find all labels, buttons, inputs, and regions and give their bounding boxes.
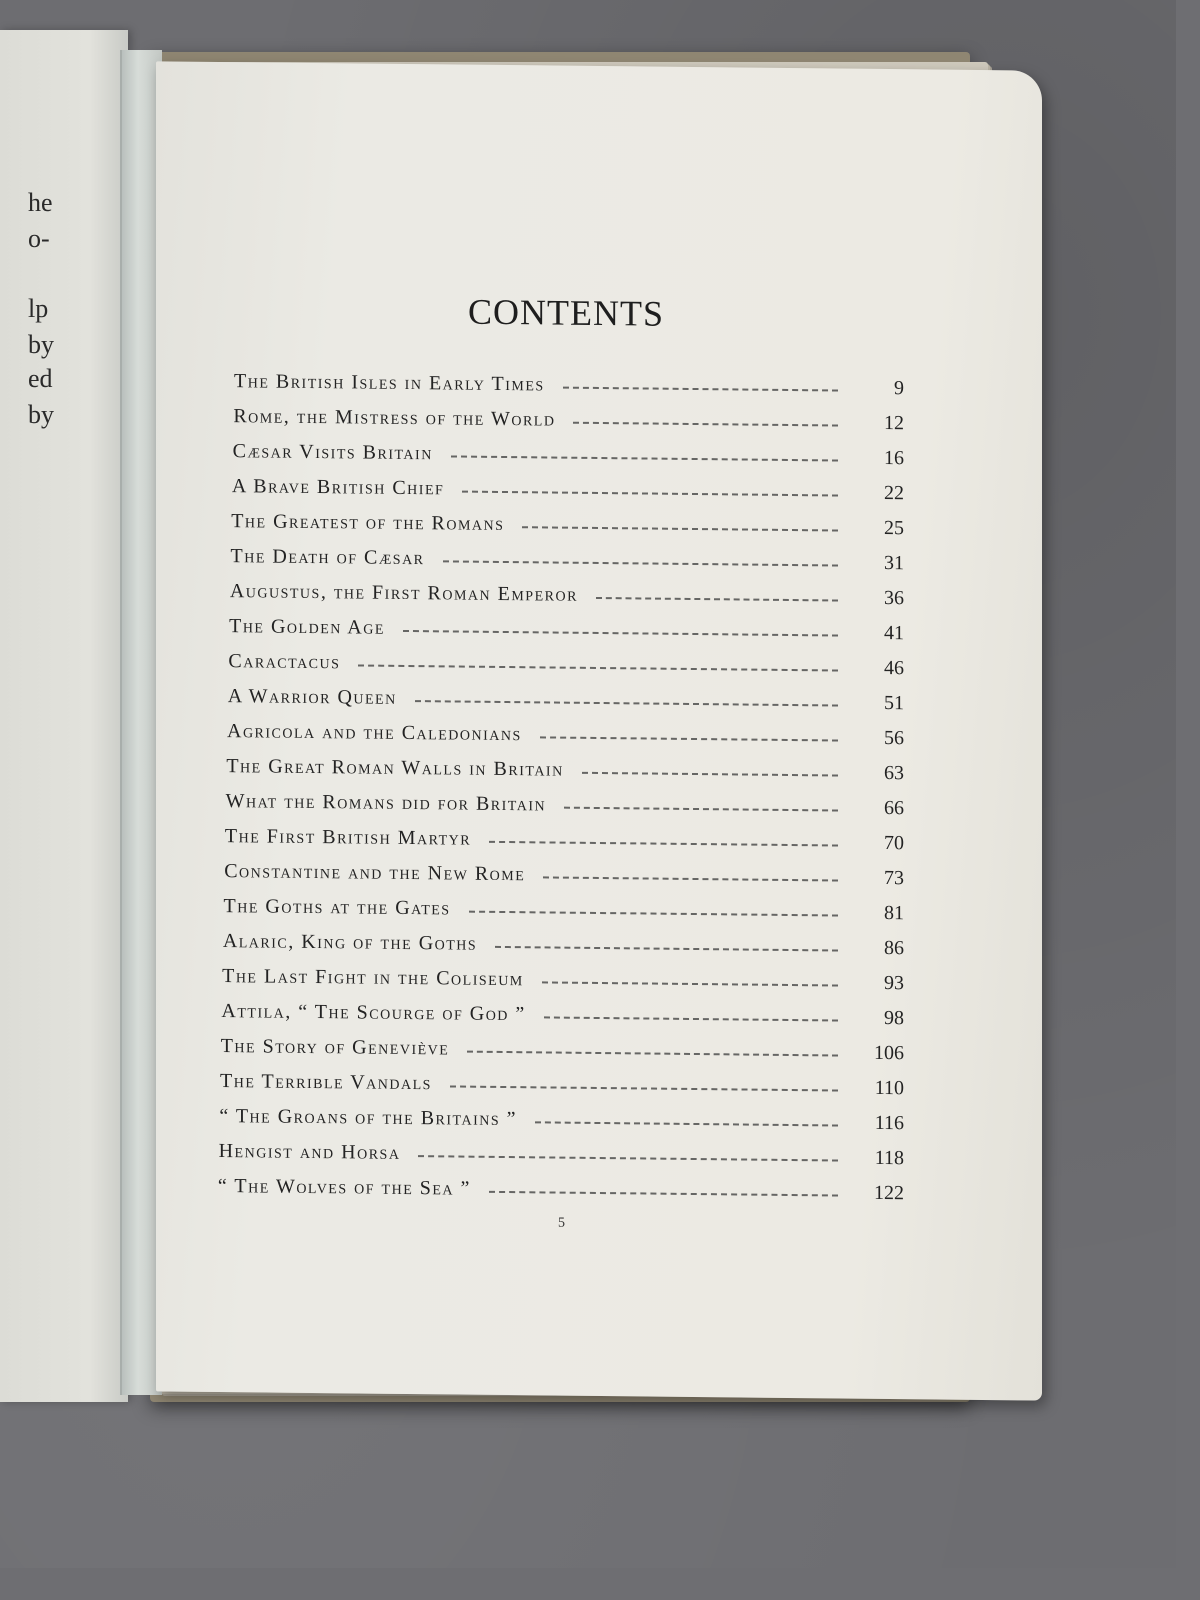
toc-entry-page: 66: [884, 796, 904, 820]
toc-entry-page: 73: [884, 866, 904, 890]
toc-leader-dashes: [469, 911, 838, 917]
toc-entry-title: Cæsar Visits Britain: [232, 440, 433, 465]
contents-page: [156, 61, 1042, 1400]
toc-entry-page: 70: [884, 831, 904, 855]
toc-entry-page: 116: [874, 1111, 904, 1135]
toc-entry-page: 118: [874, 1146, 904, 1170]
toc-entry-title: A Brave British Chief: [231, 475, 445, 500]
toc-entry-page: 12: [884, 411, 904, 435]
toc-leader-dashes: [573, 422, 838, 427]
toc-entry-page: 31: [884, 551, 904, 575]
toc-leader-dashes: [403, 630, 838, 637]
toc-leader-dashes: [522, 526, 838, 531]
toc-entry-title: Constantine and the New Rome: [224, 860, 526, 886]
toc-entry-title: A Warrior Queen: [227, 685, 397, 709]
toc-leader-dashes: [451, 455, 838, 461]
toc-entry-title: The Story of Geneviève: [220, 1035, 450, 1060]
toc-leader-dashes: [543, 876, 838, 881]
page-number: 5: [558, 1215, 565, 1231]
toc-entry-title: Alaric, King of the Goths: [222, 930, 478, 955]
toc-entry-page: 81: [884, 901, 904, 925]
toc-entry-page: 46: [884, 656, 904, 680]
toc-entry-page: 9: [894, 377, 904, 400]
toc-leader-dashes: [462, 491, 838, 497]
toc-entry-page: 110: [874, 1076, 904, 1100]
table-of-contents: [217, 356, 904, 1205]
toc-entry-title: The Last Fight in the Coliseum: [222, 965, 524, 991]
toc-leader-dashes: [563, 387, 838, 392]
left-facing-page: [0, 30, 128, 1402]
left-page-text-fragment: ed: [28, 364, 53, 393]
toc-leader-dashes: [596, 597, 838, 602]
toc-leader-dashes: [542, 981, 838, 986]
toc-entry-title: “ The Groans of the Britains ”: [219, 1105, 518, 1131]
toc-leader-dashes: [495, 946, 838, 952]
toc-leader-dashes: [415, 700, 838, 706]
left-page-text-fragment: o-: [28, 224, 50, 253]
toc-entry-title: Augustus, the First Roman Emperor: [229, 580, 578, 606]
toc-leader-dashes: [489, 841, 838, 847]
toc-entry-title: “ The Wolves of the Sea ”: [217, 1175, 471, 1200]
toc-entry-title: The Golden Age: [229, 615, 385, 639]
toc-entry-title: The Death of Cæsar: [230, 545, 425, 570]
toc-leader-dashes: [489, 1191, 838, 1197]
toc-entry-title: Caractacus: [228, 650, 341, 674]
toc-leader-dashes: [418, 1155, 838, 1161]
toc-leader-dashes: [535, 1121, 838, 1126]
toc-entry-page: 93: [884, 971, 904, 995]
toc-entry-page: 22: [884, 481, 904, 505]
toc-leader-dashes: [358, 664, 838, 671]
page-title: CONTENTS: [468, 291, 664, 334]
toc-leader-dashes: [582, 772, 838, 777]
toc-entry-page: 106: [874, 1041, 904, 1065]
left-page-text-fragment: he: [28, 188, 53, 217]
toc-entry-title: The Terrible Vandals: [220, 1070, 432, 1095]
toc-entry-title: Hengist and Horsa: [218, 1140, 401, 1164]
toc-entry-title: The Greatest of the Romans: [231, 510, 505, 536]
toc-entry-page: 86: [884, 936, 904, 960]
toc-entry-title: The Goths at the Gates: [223, 895, 451, 920]
left-page-text-fragment: by: [28, 330, 54, 359]
toc-entry-page: 36: [884, 586, 904, 610]
toc-entry-page: 41: [884, 621, 904, 645]
toc-entry-title: Attila, “ The Scourge of God ”: [221, 1000, 526, 1026]
toc-entry-title: Rome, the Mistress of the World: [233, 405, 556, 431]
toc-entry-page: 56: [884, 726, 904, 750]
toc-entry: [218, 1161, 904, 1203]
toc-entry-title: Agricola and the Caledonians: [227, 720, 522, 746]
toc-leader-dashes: [564, 807, 838, 812]
toc-entry-page: 122: [874, 1181, 904, 1205]
toc-entry-page: 51: [884, 691, 904, 715]
toc-leader-dashes: [467, 1051, 838, 1057]
toc-entry-page: 63: [884, 761, 904, 785]
toc-entry-title: The Great Roman Walls in Britain: [226, 755, 564, 781]
left-page-text-fragment: lp: [28, 294, 49, 323]
toc-entry-page: 25: [884, 516, 904, 540]
toc-leader-dashes: [544, 1016, 838, 1021]
toc-leader-dashes: [443, 560, 838, 566]
left-page-text-fragment: by: [28, 400, 54, 429]
toc-entry-title: The First British Martyr: [224, 825, 472, 850]
toc-entry-title: What the Romans did for Britain: [225, 790, 547, 816]
toc-leader-dashes: [540, 736, 838, 741]
toc-entry-page: 16: [884, 446, 904, 470]
toc-leader-dashes: [450, 1085, 838, 1091]
toc-entry-page: 98: [884, 1006, 904, 1030]
toc-entry-title: The British Isles in Early Times: [234, 370, 545, 396]
